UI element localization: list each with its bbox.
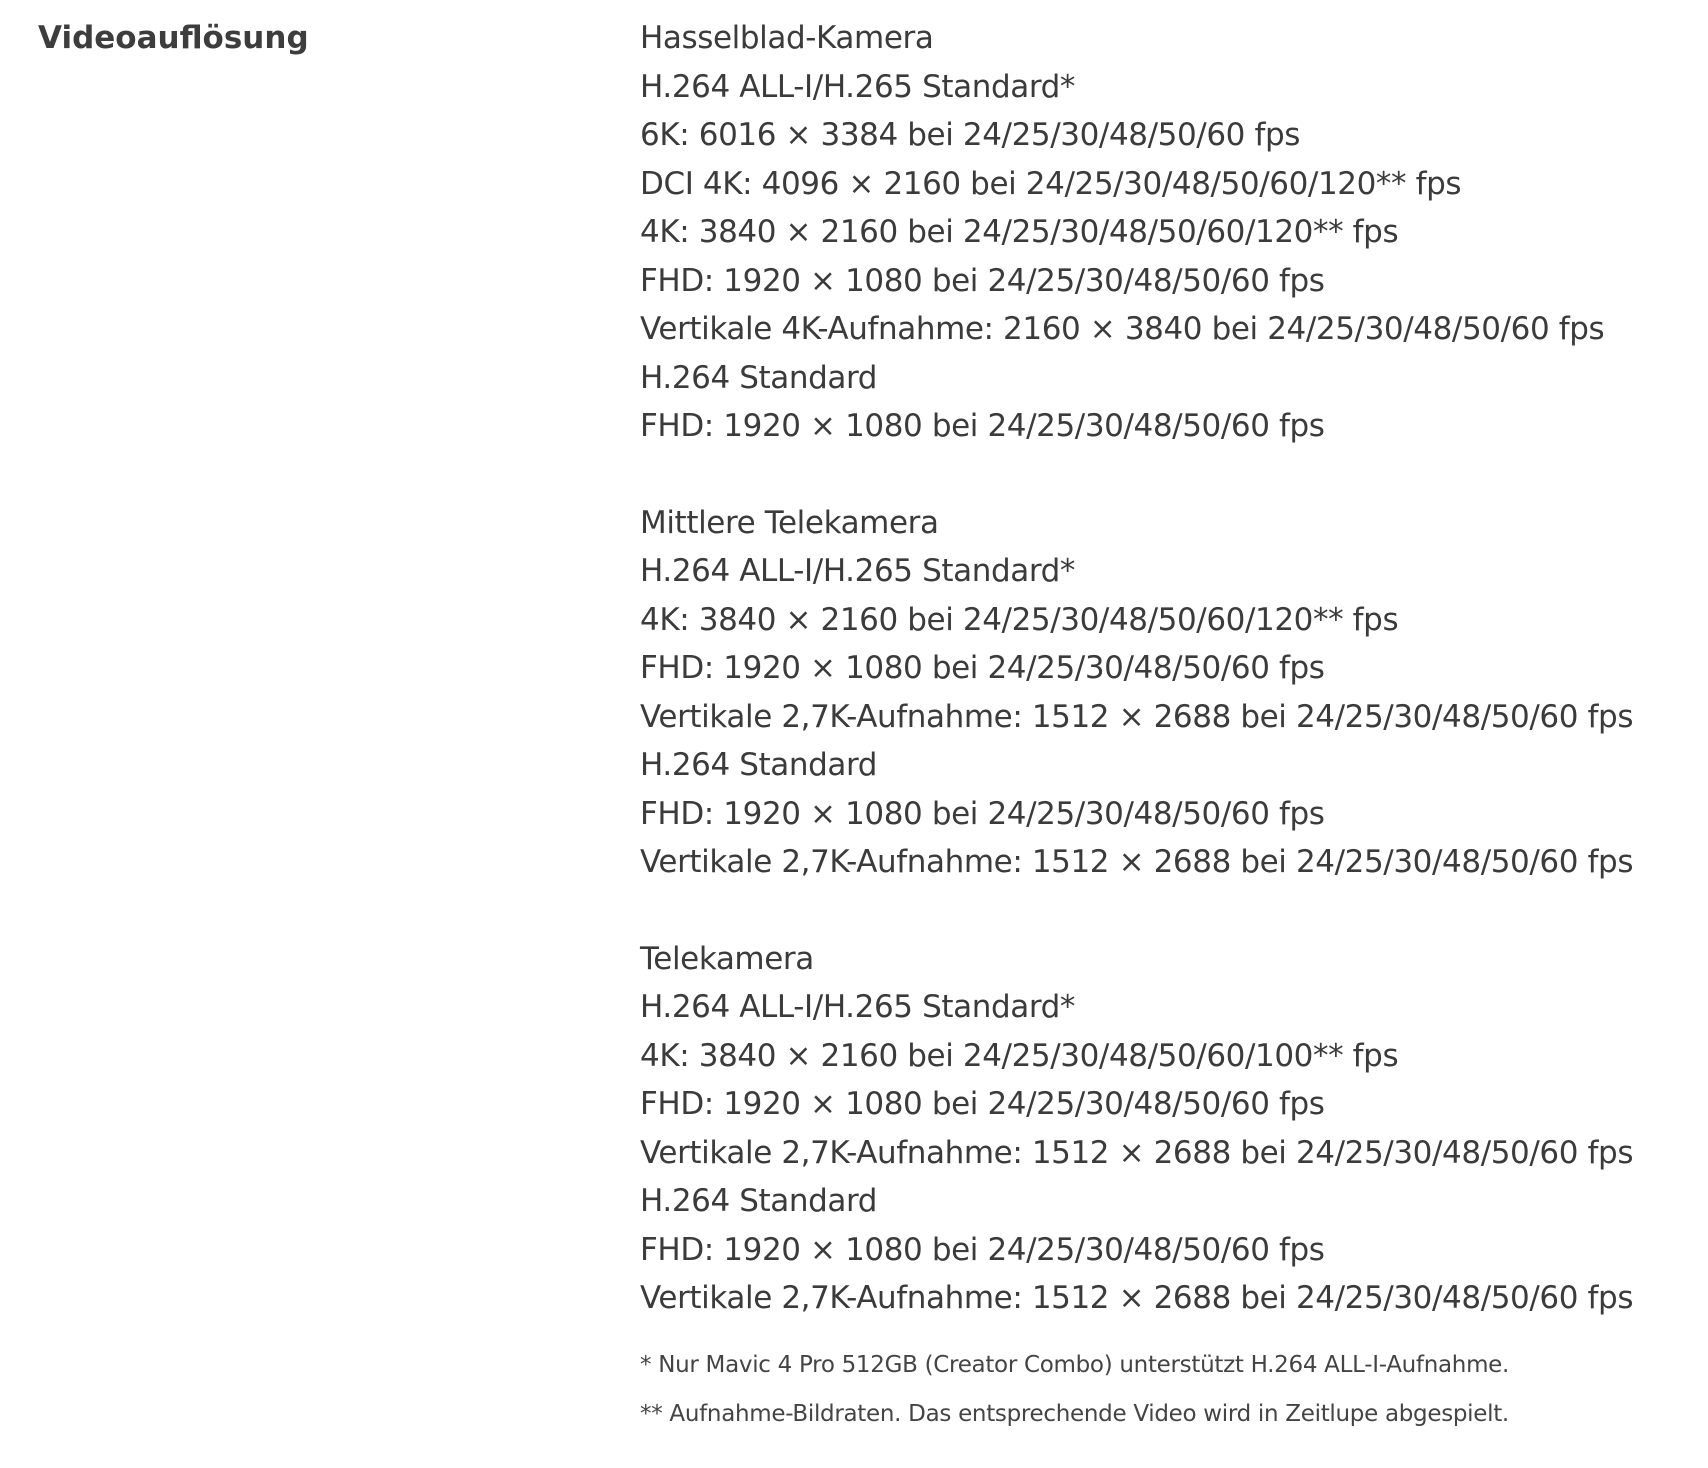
spec-line: FHD: 1920 × 1080 bei 24/25/30/48/50/60 fps (640, 795, 1325, 832)
footnote-all-i: * Nur Mavic 4 Pro 512GB (Creator Combo) unterstützt H.264 ALL-I-Aufnahme. (640, 1351, 1510, 1378)
spec-line: 4K: 3840 × 2160 bei 24/25/30/48/50/60/100** fps (640, 1037, 1399, 1074)
spec-line: Vertikale 2,7K-Aufnahme: 1512 × 2688 bei 24/25/30/48/50/60 fps (640, 698, 1634, 735)
spec-line: FHD: 1920 × 1080 bei 24/25/30/48/50/60 fps (640, 650, 1325, 686)
spec-line: FHD: 1920 × 1080 bei 24/25/30/48/50/60 fps (640, 1086, 1325, 1122)
spec-line: H.264 ALL-I/H.265 Standard* (640, 68, 1075, 105)
spec-line: H.264 Standard (640, 747, 878, 783)
spec-line: FHD: 1920 × 1080 bei 24/25/30/48/50/60 fps (640, 262, 1325, 299)
footnotes (640, 1341, 1700, 1439)
camera-title: Hasselblad-Kamera (640, 20, 934, 56)
spec-line: H.264 Standard (640, 1183, 878, 1219)
camera-block-tele (640, 935, 1700, 1323)
camera-block-hasselblad (640, 14, 1700, 451)
spec-line: 6K: 6016 × 3384 bei 24/25/30/48/50/60 fps (640, 117, 1300, 153)
spec-line: Vertikale 2,7K-Aufnahme: 1512 × 2688 bei 24/25/30/48/50/60 fps (640, 844, 1634, 880)
spec-line: 4K: 3840 × 2160 bei 24/25/30/48/50/60/120** fps (640, 214, 1399, 250)
camera-block-medium-tele (640, 499, 1700, 887)
spec-line: FHD: 1920 × 1080 bei 24/25/30/48/50/60 fps (640, 408, 1325, 444)
camera-title: Telekamera (640, 940, 814, 977)
spec-line: H.264 ALL-I/H.265 Standard* (640, 553, 1075, 589)
spec-label: Videoauflösung (38, 20, 309, 56)
spec-line: H.264 Standard (640, 359, 878, 396)
spec-values (640, 14, 1700, 1439)
spec-line: 4K: 3840 × 2160 bei 24/25/30/48/50/60/120** fps (640, 601, 1399, 638)
spec-line: FHD: 1920 × 1080 bei 24/25/30/48/50/60 fps (640, 1231, 1325, 1268)
spec-line: Vertikale 4K-Aufnahme: 2160 × 3840 bei 24/25/30/48/50/60 fps (640, 311, 1605, 347)
spec-line: Vertikale 2,7K-Aufnahme: 1512 × 2688 bei 24/25/30/48/50/60 fps (640, 1134, 1634, 1171)
spec-line: DCI 4K: 4096 × 2160 bei 24/25/30/48/50/60/120** fps (640, 165, 1462, 202)
camera-title: Mittlere Telekamera (640, 504, 939, 541)
footnote-frame-rates: ** Aufnahme-Bildraten. Das entsprechende Video wird in Zeitlupe abgespielt. (640, 1400, 1509, 1427)
spec-line: H.264 ALL-I/H.265 Standard* (640, 989, 1075, 1025)
spec-line: Vertikale 2,7K-Aufnahme: 1512 × 2688 bei 24/25/30/48/50/60 fps (640, 1280, 1634, 1316)
